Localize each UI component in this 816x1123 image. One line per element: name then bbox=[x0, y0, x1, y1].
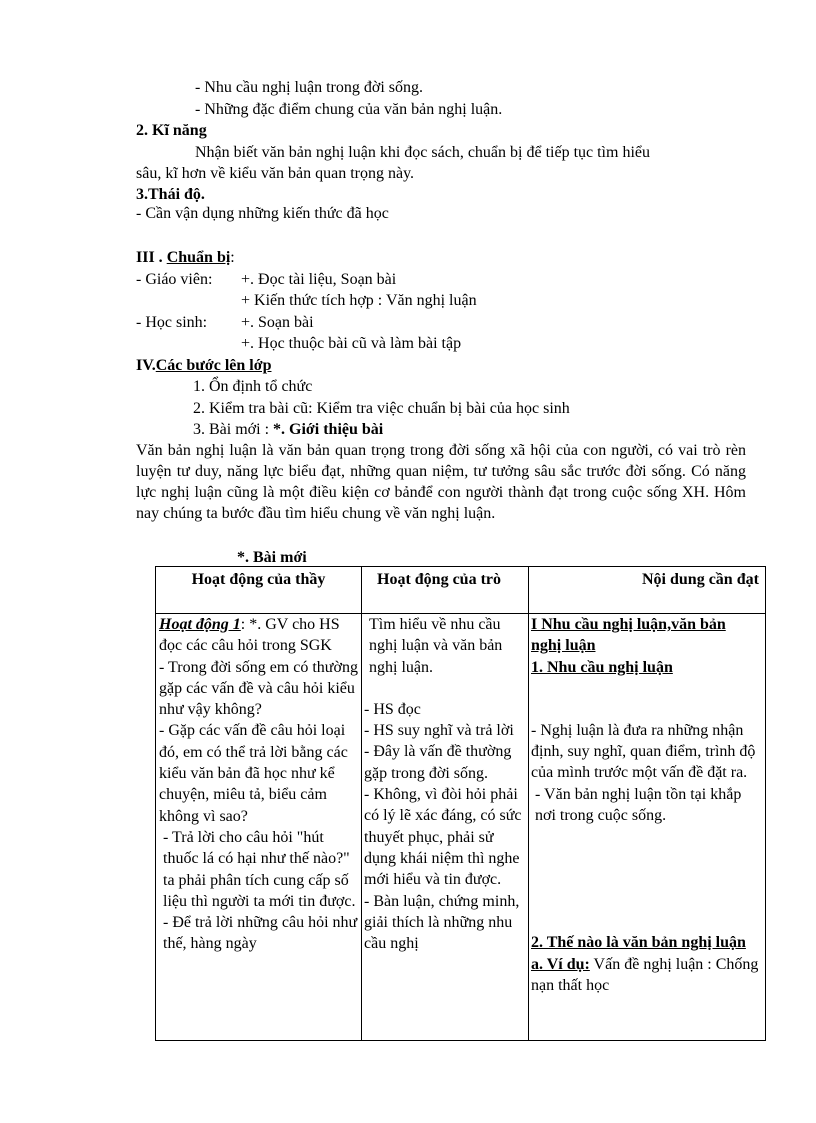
example: a. Ví dụ: Vấn đề nghị luận : Chống nạn thất học bbox=[531, 955, 759, 994]
teacher-question: - Trong đời sống em có thường gặp các vấn đề và câu hỏi kiểu như vậy không? bbox=[159, 658, 358, 719]
teacher-item-2: + Kiến thức tích hợp : Văn nghị luận bbox=[241, 292, 477, 309]
teacher-question: - Trả lời cho câu hỏi "hút thuốc lá có hại như thế nào?" ta phải phân tích cung cấp số liệu thì người ta mới tin được. bbox=[163, 828, 356, 910]
student-item-1: +. Soạn bài bbox=[241, 314, 314, 331]
column-divider bbox=[528, 567, 529, 1040]
teacher-question: - Gặp các vấn đề câu hỏi loại đó, em có thể trả lời bằng các kiểu văn bản đã học như kể chuyện, miêu tả, biểu cảm không vì sao? bbox=[159, 722, 348, 825]
student-answer: - Đây là vấn đề thường gặp trong đời sống. bbox=[364, 743, 512, 782]
teacher-label: - Giáo viên: bbox=[136, 271, 213, 288]
teacher-item-1: +. Đọc tài liệu, Soạn bài bbox=[241, 271, 397, 288]
step-3: 3. Bài mới : *. Giới thiệu bài bbox=[193, 421, 384, 438]
steps-heading: IV.Các bước lên lớp bbox=[136, 357, 272, 374]
activity-1: Hoạt động 1: *. GV cho HS đọc các câu hỏi trong SGK bbox=[159, 616, 340, 655]
header-teacher: Hoạt động của thầy bbox=[191, 571, 326, 588]
skills-text-2: sâu, kĩ hơn về kiểu văn bản quan trọng này. bbox=[136, 165, 415, 182]
student-label: - Học sinh: bbox=[136, 314, 208, 331]
header-student: Hoạt động của trò bbox=[377, 571, 501, 588]
student-answer: - Bàn luận, chứng minh, giải thích là những nhu cầu nghị bbox=[364, 892, 520, 953]
section-1-heading: I Nhu cầu nghị luận,văn bản nghị luận bbox=[531, 616, 726, 655]
subsection-1: 1. Nhu cầu nghị luận bbox=[531, 658, 673, 676]
teacher-column bbox=[159, 614, 359, 955]
preparation-heading: III . Chuẩn bị: bbox=[136, 249, 235, 266]
objective-2: - Những đặc điểm chung của văn bản nghị luận. bbox=[195, 101, 503, 118]
skills-text-1: Nhận biết văn bản nghị luận khi đọc sách, chuẩn bị để tiếp tục tìm hiểu bbox=[195, 144, 650, 161]
student-answer: Tìm hiểu về nhu cầu nghị luận và văn bản nghị luận. bbox=[369, 616, 503, 676]
student-answer: - HS suy nghĩ và trả lời bbox=[364, 722, 514, 740]
student-item-2: +. Học thuộc bài cũ và làm bài tập bbox=[241, 335, 462, 352]
header-content: Nội dung cần đạt bbox=[642, 571, 759, 588]
attitude-text: - Cần vận dụng những kiến thức đã học bbox=[136, 205, 389, 222]
teacher-question: - Để trả lời những câu hỏi như thế, hàng ngày bbox=[163, 914, 358, 953]
step-1: 1. Ổn định tổ chức bbox=[193, 378, 313, 395]
new-lesson-heading: *. Bài mới bbox=[237, 549, 307, 566]
student-answer: - Không, vì đòi hỏi phải có lý lẽ xác đáng, có sức thuyết phục, phải sử dụng khái niệm thì nghe mới hiểu và tin được. bbox=[364, 786, 522, 889]
column-divider bbox=[361, 567, 362, 1040]
content-text: - Nghị luận là đưa ra những nhận định, suy nghĩ, quan điểm, trình độ của mình trước một vấn đề đặt ra. bbox=[531, 721, 756, 782]
content-text: - Văn bản nghị luận tồn tại khắp nơi trong cuộc sống. bbox=[535, 785, 742, 825]
intro-paragraph: Văn bản nghị luận là văn bản quan trọng trong đời sống xã hội của con người, có vai trò rèn luyện tư duy, năng lực biểu đạt, những quan niệm, tư tưởng sâu sắc trước đời sống. Có năng lực nghị luận cũng là một điều kiện cơ bảnđể con người thành đạt trong cuộc sống XH. Hôm nay chúng ta bước đầu tìm hiểu chung về văn nghị luận. bbox=[136, 442, 746, 522]
student-answer: - HS đọc bbox=[364, 700, 421, 718]
content-column bbox=[531, 614, 764, 996]
student-column bbox=[364, 614, 524, 954]
step-2: 2. Kiểm tra bài cũ: Kiểm tra việc chuẩn bị bài của học sinh bbox=[193, 400, 570, 417]
objective-1: - Nhu cầu nghị luận trong đời sống. bbox=[195, 79, 423, 96]
attitude-heading: 3.Thái độ. bbox=[136, 186, 205, 203]
subsection-2: 2. Thế nào là văn bản nghị luận bbox=[531, 934, 746, 952]
lesson-table bbox=[155, 566, 766, 1041]
skills-heading: 2. Kĩ năng bbox=[136, 122, 207, 139]
